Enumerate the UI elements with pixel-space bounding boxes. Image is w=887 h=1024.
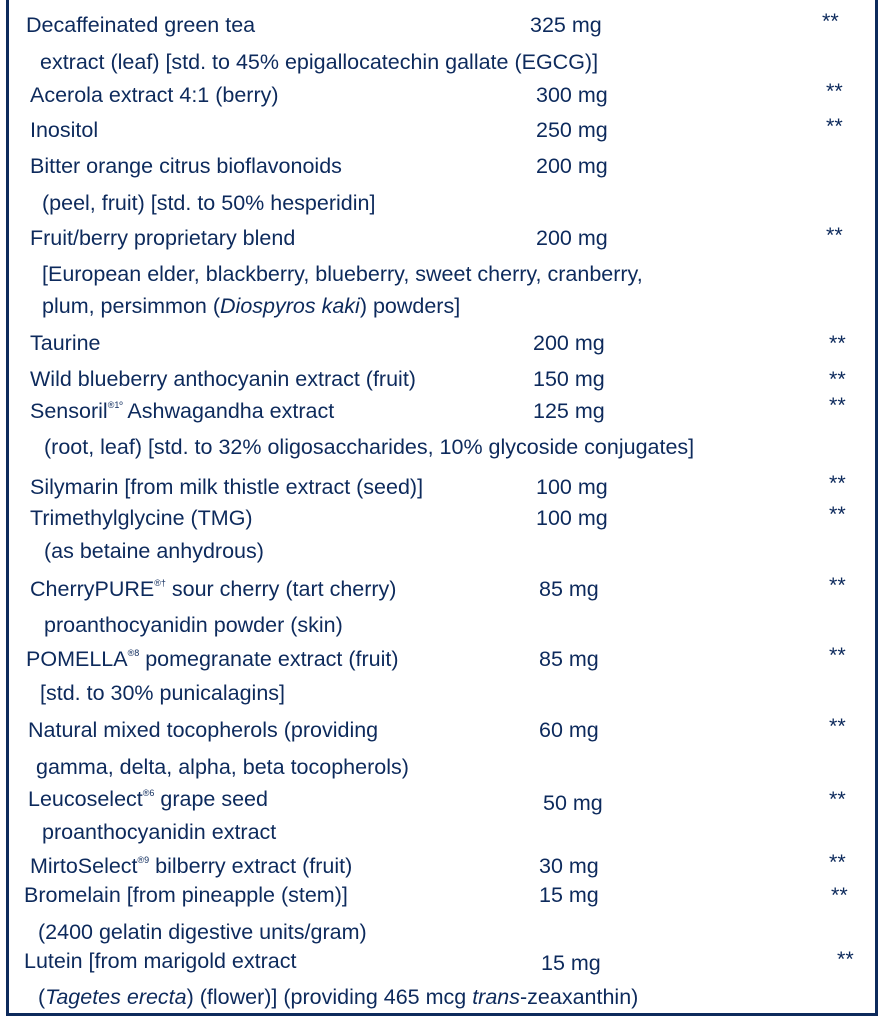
- ingredient-amount: 60 mg: [539, 718, 599, 742]
- daily-value-marker: **: [829, 393, 846, 417]
- daily-value-marker: **: [829, 573, 846, 597]
- ingredient-amount: 30 mg: [539, 854, 599, 878]
- ingredient-name: Trimethylglycine (TMG): [30, 506, 253, 530]
- ingredient-name: Natural mixed tocopherols (providing: [28, 718, 379, 742]
- ingredient-detail: (peel, fruit) [std. to 50% hesperidin]: [42, 191, 376, 215]
- ingredient-amount: 100 mg: [536, 475, 608, 499]
- ingredient-amount: 50 mg: [543, 791, 603, 815]
- ingredient-amount: 300 mg: [536, 83, 608, 107]
- daily-value-marker: **: [829, 850, 846, 874]
- ingredient-name: Taurine: [30, 331, 101, 355]
- ingredient-detail: (root, leaf) [std. to 32% oligosaccharides, 10% glycoside conjugates]: [44, 435, 695, 459]
- ingredient-name: Fruit/berry proprietary blend: [30, 226, 296, 250]
- ingredient-detail: extract (leaf) [std. to 45% epigallocatechin gallate (EGCG)]: [40, 50, 599, 74]
- daily-value-marker: **: [829, 367, 846, 391]
- ingredient-detail: [std. to 30% punicalagins]: [40, 681, 286, 705]
- ingredient-name: Silymarin [from milk thistle extract (seed)]: [30, 475, 424, 499]
- ingredient-amount: 325 mg: [530, 13, 602, 37]
- ingredient-amount: 15 mg: [541, 951, 601, 975]
- ingredient-name: Sensoril$^{®1º}$ Ashwagandha extract: [30, 399, 335, 423]
- ingredient-amount: 15 mg: [539, 883, 599, 907]
- daily-value-marker: **: [822, 9, 839, 33]
- ingredient-name: CherryPURE®† sour cherry (tart cherry): [30, 577, 397, 601]
- daily-value-marker: **: [829, 787, 846, 811]
- ingredient-detail: (Tagetes erecta) (flower)] (providing 465 mcg trans-zeaxanthin): [38, 985, 639, 1009]
- ingredient-detail: [European elder, blackberry, blueberry, sweet cherry, cranberry,: [42, 262, 643, 286]
- ingredient-detail: proanthocyanidin extract: [42, 820, 277, 844]
- daily-value-marker: **: [829, 643, 846, 667]
- ingredient-name: Leucoselect$^{®6}$ grape seed: [28, 787, 268, 811]
- ingredient-amount: 200 mg: [533, 331, 605, 355]
- ingredient-detail: (as betaine anhydrous): [44, 539, 264, 563]
- ingredient-name: MirtoSelect$^{®9}$ bilberry extract (fruit): [30, 854, 353, 878]
- daily-value-marker: **: [826, 79, 843, 103]
- ingredient-name: Bitter orange citrus bioflavonoids: [30, 154, 342, 178]
- ingredient-amount: 100 mg: [536, 506, 608, 530]
- ingredient-amount: 200 mg: [536, 226, 608, 250]
- daily-value-marker: **: [829, 471, 846, 495]
- ingredient-name: Inositol: [30, 118, 99, 142]
- daily-value-marker: **: [829, 331, 846, 355]
- ingredient-name: Bromelain [from pineapple (stem)]: [24, 883, 348, 907]
- ingredient-amount: 85 mg: [539, 647, 599, 671]
- ingredient-name: Wild blueberry anthocyanin extract (fruit): [30, 367, 416, 391]
- ingredient-amount: 85 mg: [539, 577, 599, 601]
- daily-value-marker: **: [826, 114, 843, 138]
- daily-value-marker: **: [829, 714, 846, 738]
- ingredient-detail: proanthocyanidin powder (skin): [44, 613, 343, 637]
- daily-value-marker: **: [837, 947, 854, 971]
- ingredient-amount: 250 mg: [536, 118, 608, 142]
- ingredient-detail: (2400 gelatin digestive units/gram): [38, 920, 367, 944]
- ingredient-detail: plum, persimmon (Diospyros kaki) powders]: [42, 294, 461, 318]
- ingredient-name: Decaffeinated green tea: [26, 13, 256, 37]
- daily-value-marker: **: [826, 223, 843, 247]
- ingredient-amount: 200 mg: [536, 154, 608, 178]
- ingredient-amount: 150 mg: [533, 367, 605, 391]
- daily-value-marker: **: [829, 502, 846, 526]
- ingredient-amount: 125 mg: [533, 399, 605, 423]
- ingredient-name: $POMELLA^{®8}$ pomegranate extract (fruit): [26, 647, 399, 671]
- daily-value-marker: **: [831, 883, 848, 907]
- ingredient-name: Lutein [from marigold extract: [24, 949, 297, 973]
- ingredient-detail: gamma, delta, alpha, beta tocopherols): [36, 755, 409, 779]
- ingredient-name: Acerola extract 4:1 (berry): [30, 83, 279, 107]
